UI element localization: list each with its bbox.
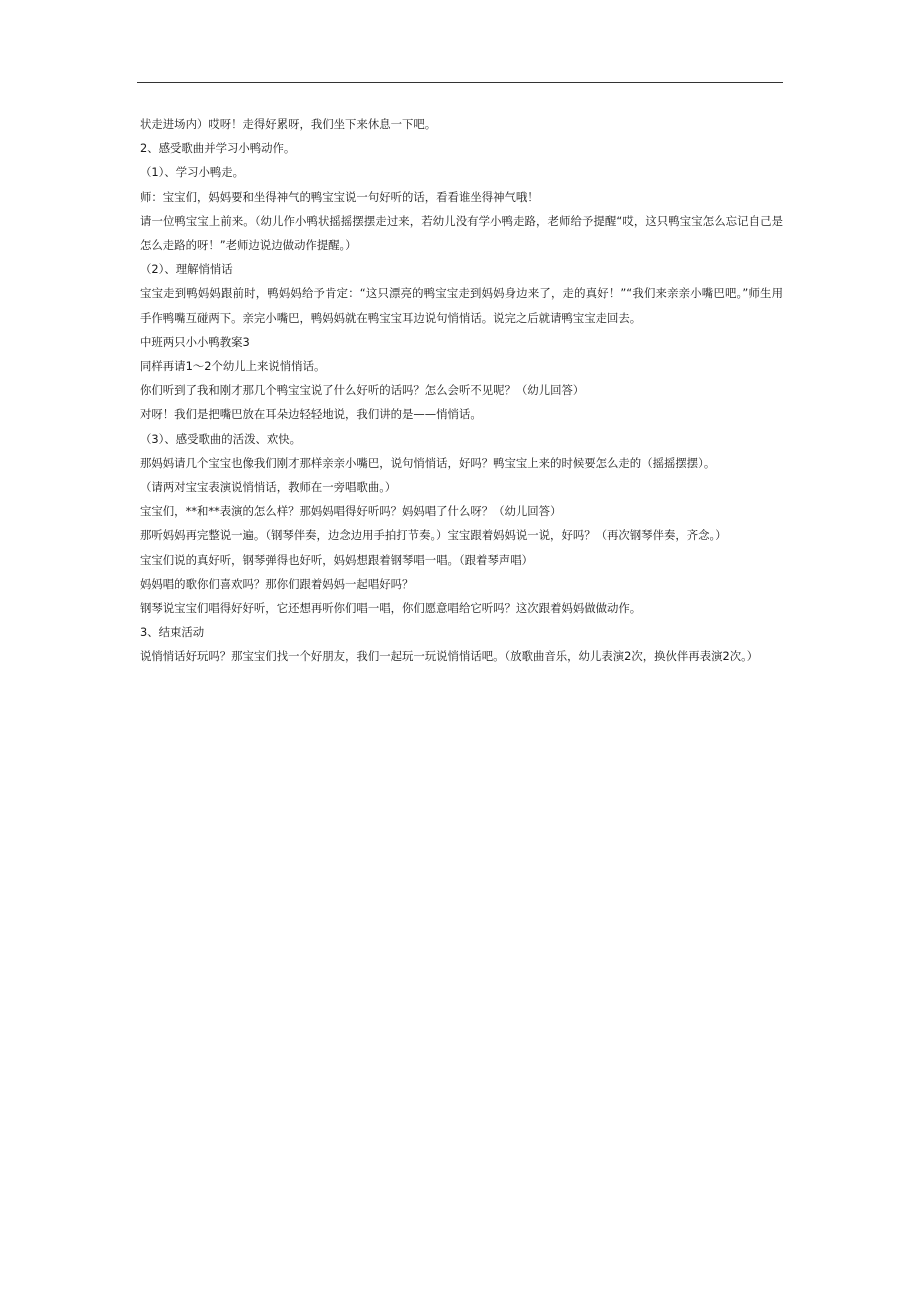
paragraph: 说悄悄话好玩吗？那宝宝们找一个好朋友，我们一起玩一玩说悄悄话吧。（放歌曲音乐，幼儿表演2次，换伙伴再表演2次。）	[140, 649, 759, 664]
paragraph: 宝宝们说的真好听，钢琴弹得也好听，妈妈想跟着钢琴唱一唱。（跟着琴声唱）	[140, 552, 533, 567]
paragraph: 妈妈唱的歌你们喜欢吗？那你们跟着妈妈一起唱好吗？	[140, 576, 414, 591]
paragraph: 宝宝们，**和**表演的怎么样？那妈妈唱得好听吗？妈妈唱了什么呀？（幼儿回答）	[140, 504, 562, 519]
paragraph: 那妈妈请几个宝宝也像我们刚才那样亲亲小嘴巴，说句悄悄话，好吗？鸭宝宝上来的时候要怎么走的（摇摇摆摆）。	[140, 455, 716, 470]
paragraph: 宝宝走到鸭妈妈跟前时，鸭妈妈给予肯定：“这只漂亮的鸭宝宝走到妈妈身边来了，走的真好！”“我们来亲亲小嘴巴吧。”师生用手作鸭嘴互碰两下。亲完小嘴巴，鸭妈妈就在鸭宝宝耳边说句悄悄话。说完之后就请鸭宝宝走回去。	[140, 286, 783, 325]
paragraph: 那听妈妈再完整说一遍。（钢琴伴奏，边念边用手拍打节奏。）宝宝跟着妈妈说一说，好吗？（再次钢琴伴奏，齐念。）	[140, 528, 727, 543]
paragraph: 请一位鸭宝宝上前来。（幼儿作小鸭状摇摇摆摆走过来，若幼儿没有学小鸭走路，老师给予提醒“哎，这只鸭宝宝怎么忘记自己是怎么走路的呀！”老师边说边做动作提醒。）	[140, 213, 783, 253]
paragraph: 对呀！我们是把嘴巴放在耳朵边轻轻地说，我们讲的是——悄悄话。	[140, 407, 482, 422]
subsection-heading: （1）、学习小鸭走。	[140, 165, 245, 180]
section-heading: 2、感受歌曲并学习小鸭动作。	[140, 141, 296, 156]
section-heading: 3、结束活动	[140, 625, 205, 640]
paragraph: （请两对宝宝表演说悄悄话，教师在一旁唱歌曲。）	[140, 480, 397, 495]
subsection-heading: （3）、感受歌曲的活泼、欢快。	[140, 431, 302, 446]
header-rule	[137, 82, 783, 83]
document-body	[140, 112, 783, 669]
paragraph: 状走进场内）哎呀！走得好累呀，我们坐下来休息一下吧。	[140, 117, 437, 131]
paragraph: 你们听到了我和刚才那几个鸭宝宝说了什么好听的话吗？怎么会听不见呢？（幼儿回答）	[140, 383, 585, 398]
subsection-heading: （2）、理解悄悄话	[140, 262, 233, 277]
paragraph: 同样再请1～2个幼儿上来说悄悄话。	[140, 359, 326, 374]
paragraph: 钢琴说宝宝们唱得好好听，它还想再听你们唱一唱，你们愿意唱给它听吗？这次跟着妈妈做做动作。	[140, 601, 642, 616]
paragraph: 师：宝宝们，妈妈要和坐得神气的鸭宝宝说一句好听的话，看看谁坐得神气哦！	[140, 189, 539, 204]
document-title-line: 中班两只小小鸭教案3	[140, 334, 250, 349]
